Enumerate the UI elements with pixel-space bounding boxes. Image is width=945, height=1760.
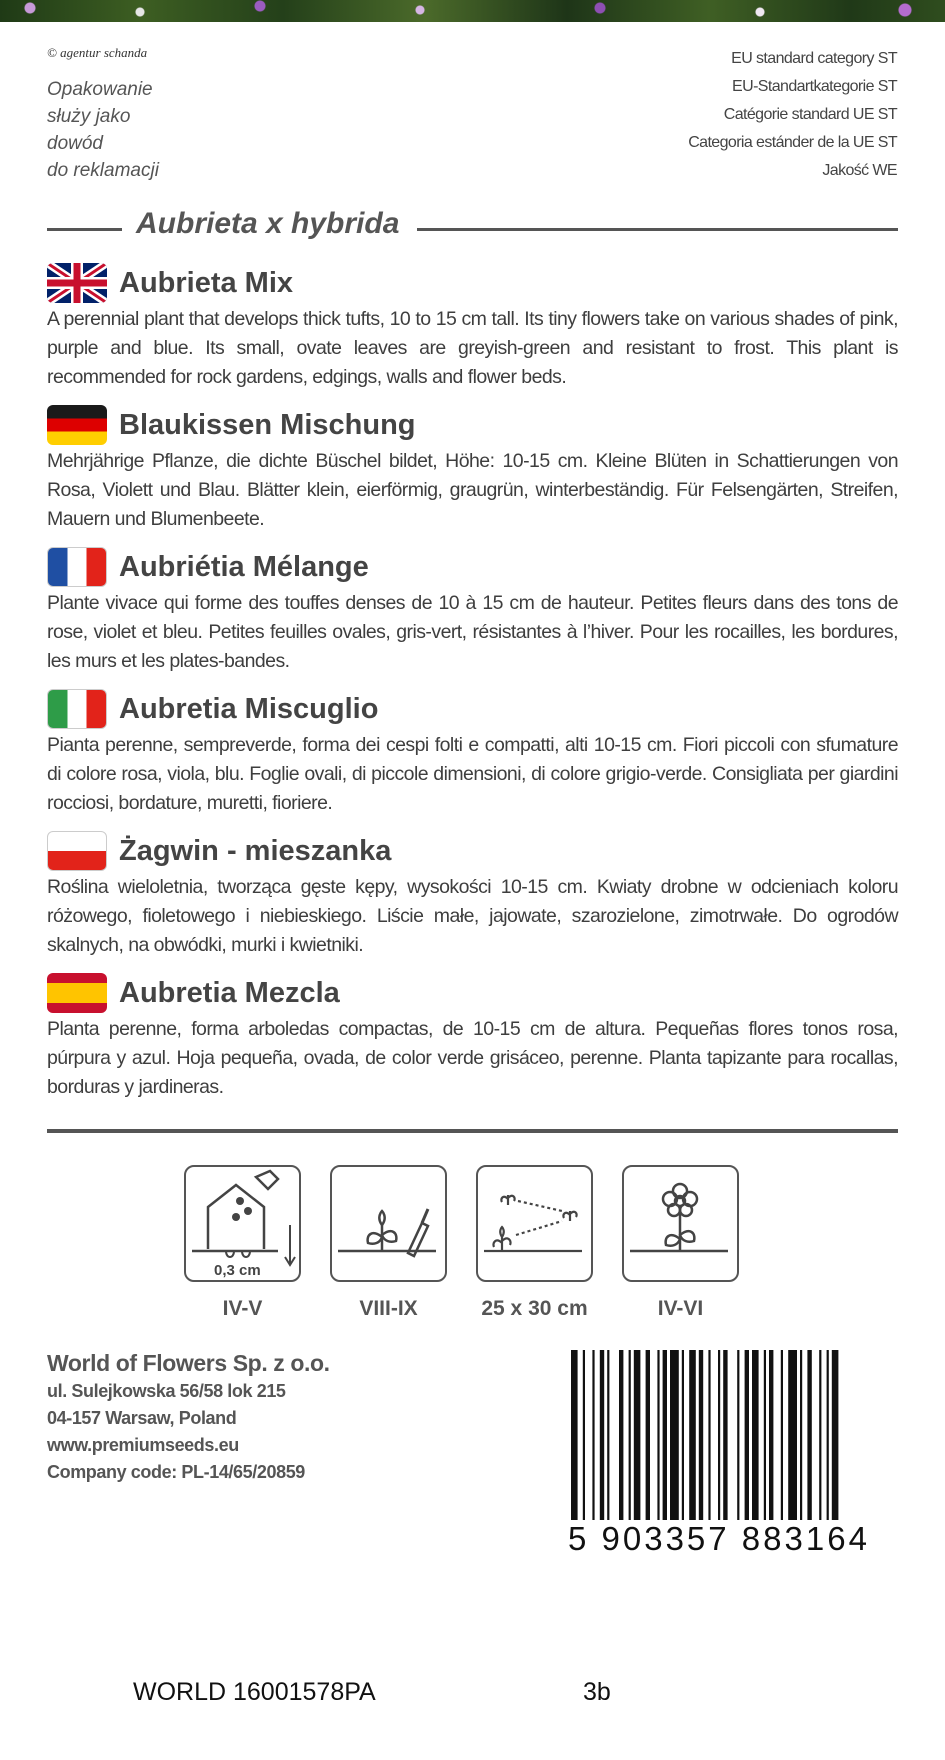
complaint-note-line: dowód — [47, 133, 103, 154]
category-line: Catégorie standard UE ST — [723, 106, 897, 123]
barcode-bar — [781, 1350, 783, 1520]
flowering-icon — [622, 1165, 739, 1282]
company-website: www.premiumseeds.eu — [47, 1435, 239, 1455]
barcode-bar — [607, 1350, 609, 1520]
lang-section-fr — [47, 547, 898, 676]
barcode-bar — [571, 1350, 578, 1520]
barcode-bar — [723, 1350, 727, 1520]
barcode-bar — [737, 1350, 739, 1520]
lang-section-it — [47, 689, 898, 818]
complaint-note — [47, 76, 247, 184]
complaint-note-line: służy jako — [47, 106, 131, 127]
company-address-line: 04-157 Warsaw, Poland — [47, 1408, 237, 1428]
barcode-bar — [634, 1350, 641, 1520]
species-heading — [47, 207, 898, 247]
variety-name: Aubriétia Mélange — [119, 551, 369, 583]
barcode-bar — [832, 1350, 839, 1520]
variety-name: Żagwin - mieszanka — [119, 835, 392, 867]
italy-flag-icon — [47, 689, 107, 729]
barcode-digits: 5 903357 883164 — [568, 1520, 870, 1557]
barcode-bar — [699, 1350, 703, 1520]
variety-description: Roślina wieloletnia, tworząca gęste kępy, wysokości 10-15 cm. Kwiaty drobne w odcieniach koloru różowego, fioletowego i niebieskiego. Liście małe, jajowate, szarozielone, zimotrwałe. Do ogrodów skalnych, na obwódki, murki i kwietniki. — [47, 876, 898, 956]
variety-name: Aubrieta Mix — [119, 267, 294, 299]
lang-section-pl — [47, 831, 898, 960]
lang-section-en — [47, 263, 898, 392]
variety-description: Planta perenne, forma arboledas compactas, de 10-15 cm de altura. Pequeñas flores tonos rosa, púrpura y azul. Hoja pequeña, ovada, de color verde grisáceo, perenne. Planta tapizante para rocallas, borduras y jardineras. — [47, 1018, 898, 1098]
barcode-bar — [619, 1350, 623, 1520]
barcode-bar — [663, 1350, 667, 1520]
barcode-bar — [682, 1350, 684, 1520]
germany-flag-icon — [47, 405, 107, 445]
flowering-period-label: IV-VI — [657, 1297, 704, 1320]
barcode-bar — [708, 1350, 710, 1520]
barcode-bar — [689, 1350, 696, 1520]
quality-categories — [688, 45, 897, 185]
flower-photo-strip — [0, 0, 945, 22]
plant-spacing-label: 25 x 30 cm — [481, 1297, 588, 1320]
barcode-bar — [819, 1350, 821, 1520]
barcode-bar — [788, 1350, 797, 1520]
category-line: EU-Standartkategorie ST — [732, 78, 897, 95]
spain-flag-icon — [47, 973, 107, 1013]
barcode-bar — [629, 1350, 631, 1520]
company-info — [47, 1348, 330, 1486]
barcode-bar — [592, 1350, 594, 1520]
sowing-depth-icon — [184, 1165, 301, 1282]
divider — [47, 228, 122, 231]
barcode-bar — [764, 1350, 766, 1520]
plant-spacing-icon — [476, 1165, 593, 1282]
barcode-bar — [670, 1350, 679, 1520]
company-address-line: ul. Sulejkowska 56/58 lok 215 — [47, 1381, 286, 1401]
barcode-bar — [807, 1350, 811, 1520]
sowing-depth-label: 0,3 cm — [214, 1262, 261, 1279]
variety-description: Plante vivace qui forme des touffes denses de 10 à 15 cm de hauteur. Petites fleurs dans des tons de rose, violet et bleu. Petites feuilles ovales, gris-vert, résistantes à l’hiver. Pour les rocailles, les bordures, les murs et les plates-bandes. — [47, 592, 898, 672]
divider — [417, 228, 898, 231]
barcode-bar — [718, 1350, 720, 1520]
barcode-bar — [657, 1350, 659, 1520]
transplanting-icon — [330, 1165, 447, 1282]
variety-description: A perennial plant that develops thick tufts, 10 to 15 cm tall. Its tiny flowers take on various shades of pink, purple and blue. Its small, ovate leaves are greyish-green and resistant to frost. This plant is recommended for rock gardens, edgings, walls and flower beds. — [47, 308, 898, 388]
barcode-bar — [800, 1350, 802, 1520]
category-line: EU standard category ST — [731, 50, 897, 67]
lang-section-de — [47, 405, 898, 534]
sowing-period-label: IV-V — [222, 1297, 263, 1320]
category-line: Jakość WE — [822, 162, 897, 179]
transplanting-period-label: VIII-IX — [359, 1297, 418, 1320]
latin-name: Aubrieta x hybrida — [136, 207, 400, 240]
divider — [47, 1129, 898, 1133]
barcode-bar — [600, 1350, 604, 1520]
barcode-bar — [583, 1350, 585, 1520]
variety-name: Blaukissen Mischung — [119, 409, 416, 441]
product-code: WORLD 16001578PA — [133, 1678, 376, 1706]
barcode-bar — [769, 1350, 773, 1520]
lang-section-es — [47, 973, 898, 1102]
barcode-bar — [827, 1350, 829, 1520]
category-line: Categoria estánder de la UE ST — [688, 134, 897, 151]
company-name: World of Flowers Sp. z o.o. — [47, 1350, 330, 1376]
barcode-bar — [752, 1350, 759, 1520]
variety-name: Aubretia Miscuglio — [119, 693, 379, 725]
print-version: 3b — [583, 1678, 611, 1706]
barcode-bar — [745, 1350, 749, 1520]
copyright-note: © agentur schanda — [47, 45, 148, 60]
variety-description: Pianta perenne, sempreverde, forma dei cespi folti e compatti, alti 10-15 cm. Fiori piccoli con sfumature di colore rosa, viola, blu. Foglie ovali, di piccole dimensioni, di colore grigio-verde. Consigliata per giardini rocciosi, bordature, muretti, fioriere. — [47, 734, 898, 814]
uk-flag-icon — [47, 263, 107, 303]
complaint-note-line: do reklamacji — [47, 160, 159, 181]
barcode-bar — [646, 1350, 650, 1520]
france-flag-icon — [47, 547, 107, 587]
complaint-note-line: Opakowanie — [47, 79, 153, 100]
poland-flag-icon — [47, 831, 107, 871]
variety-description: Mehrjährige Pflanze, die dichte Büschel bildet, Höhe: 10-15 cm. Kleine Blüten in Schattierungen von Rosa, Violett und Blau. Blätter klein, eierförmig, graugrün, winterbeständig. Für Felsengärten, Streifen, Mauern und Blumenbeete. — [47, 450, 898, 530]
variety-name: Aubretia Mezcla — [119, 977, 340, 1009]
company-code: Company code: PL-14/65/20859 — [47, 1462, 305, 1482]
